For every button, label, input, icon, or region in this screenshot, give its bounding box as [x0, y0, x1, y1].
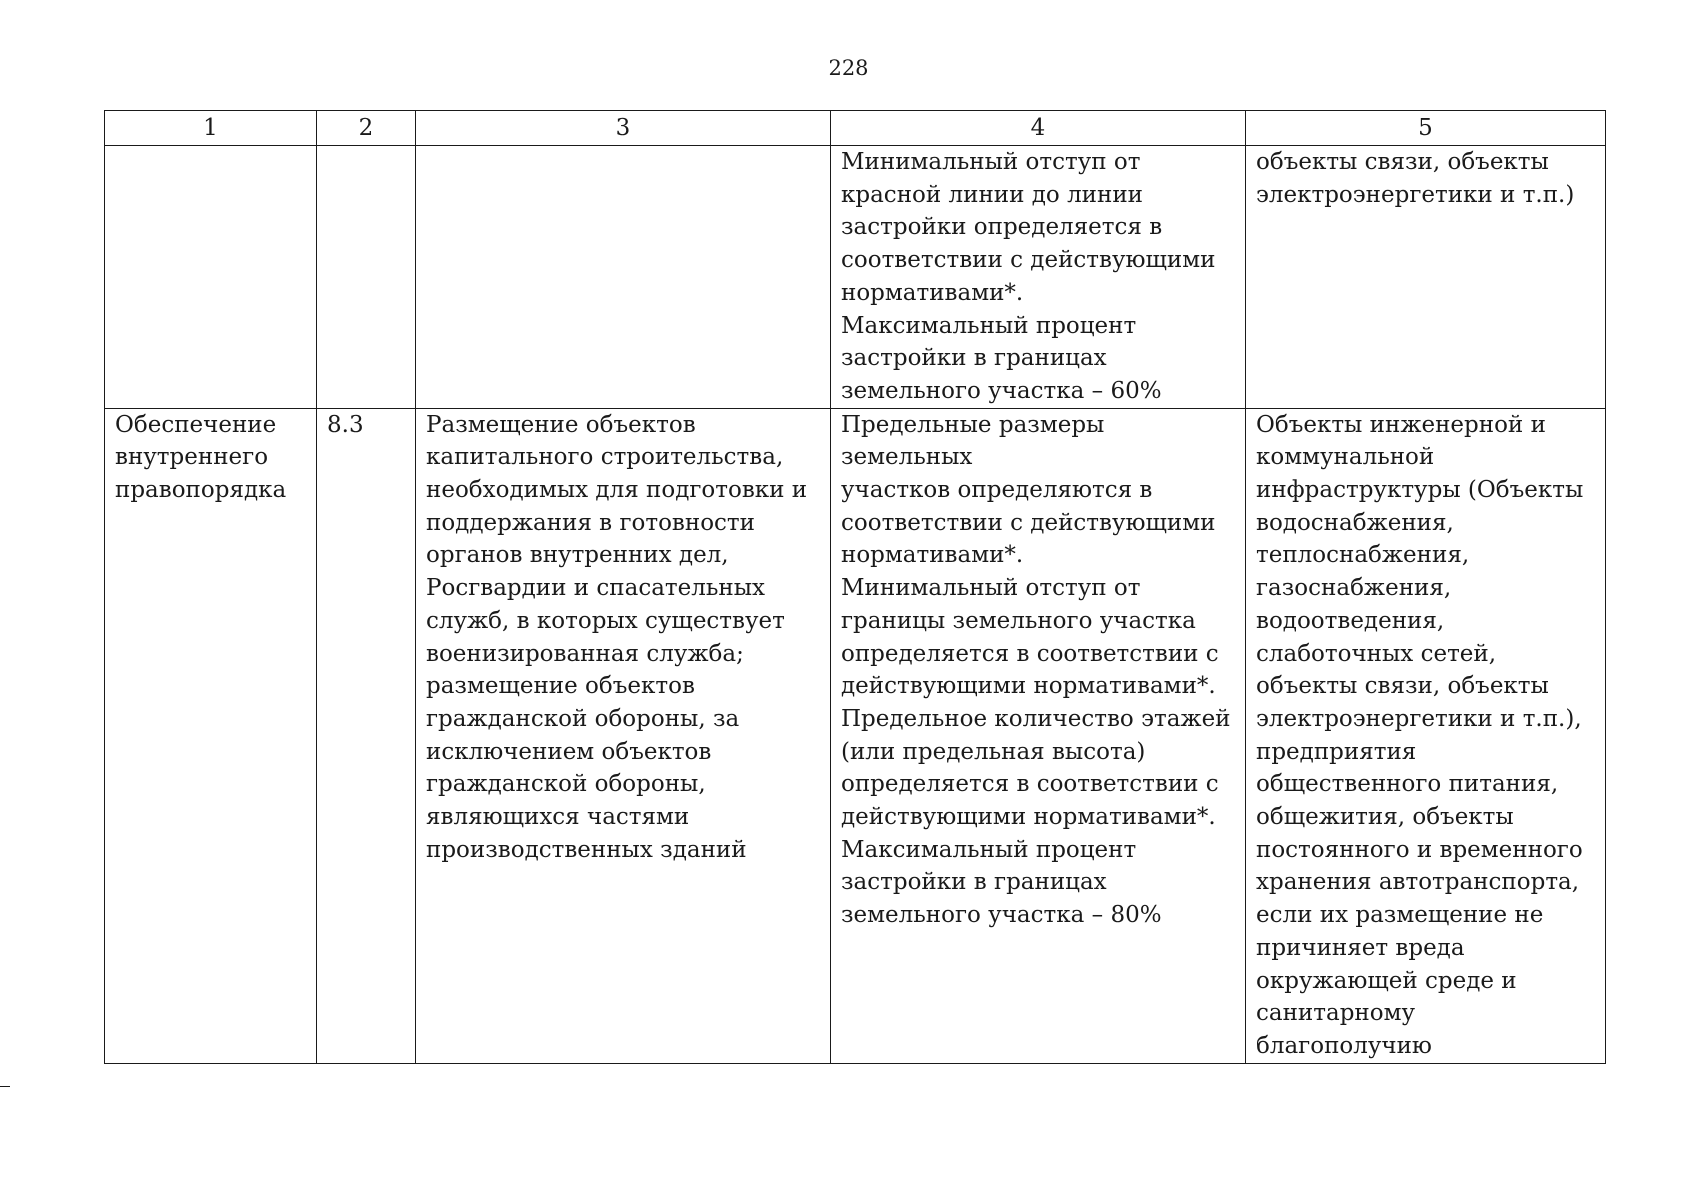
column-header-5: 5 — [1246, 111, 1606, 146]
table-row — [105, 408, 1606, 1063]
cell-description — [416, 146, 831, 409]
margin-mark — [0, 1086, 10, 1087]
cell-auxiliary-uses: объекты связи, объекты электроэнергетики и т.п.) — [1246, 146, 1606, 409]
cell-description: Размещение объектов капитального строительства, необходимых для подготовки и поддержания в готовности органов внутренних дел, Росгвардии и спасательных служб, в которых существует военизированная служба; размещение объектов гражданской обороны, за исключением объектов гражданской обороны, являющихся частями производственных зданий — [416, 408, 831, 1063]
cell-use-type — [105, 146, 317, 409]
header-row — [105, 111, 1606, 146]
column-header-3: 3 — [416, 111, 831, 146]
page-number: 228 — [828, 56, 869, 80]
column-header-1: 1 — [105, 111, 317, 146]
cell-parameters: Минимальный отступ от красной линии до линии застройки определяется в соответствии с действующими нормативами*. Максимальный процент застройки в границах земельного участка – 60% — [831, 146, 1246, 409]
land-use-table — [104, 110, 1606, 1064]
table-row — [105, 146, 1606, 409]
cell-code: 8.3 — [317, 408, 416, 1063]
cell-auxiliary-uses: Объекты инженерной и коммунальной инфраструктуры (Объекты водоснабжения, теплоснабжения, газоснабжения, водоотведения, слаботочных сетей, объекты связи, объекты электроэнергетики и т.п.), предприятия общественного питания, общежития, объекты постоянного и временного хранения автотранспорта, если их размещение не причиняет вреда окружающей среде и санитарному благополучию — [1246, 408, 1606, 1063]
cell-code — [317, 146, 416, 409]
column-header-4: 4 — [831, 111, 1246, 146]
column-header-2: 2 — [317, 111, 416, 146]
cell-parameters: Предельные размеры земельных участков определяются в соответствии с действующими нормативами*. Минимальный отступ от границы земельного участка определяется в соответствии с действующими нормативами*. Предельное количество этажей (или предельная высота) определяется в соответствии с действующими нормативами*. Максимальный процент застройки в границах земельного участка – 80% — [831, 408, 1246, 1063]
cell-use-type: Обеспечение внутреннего правопорядка — [105, 408, 317, 1063]
